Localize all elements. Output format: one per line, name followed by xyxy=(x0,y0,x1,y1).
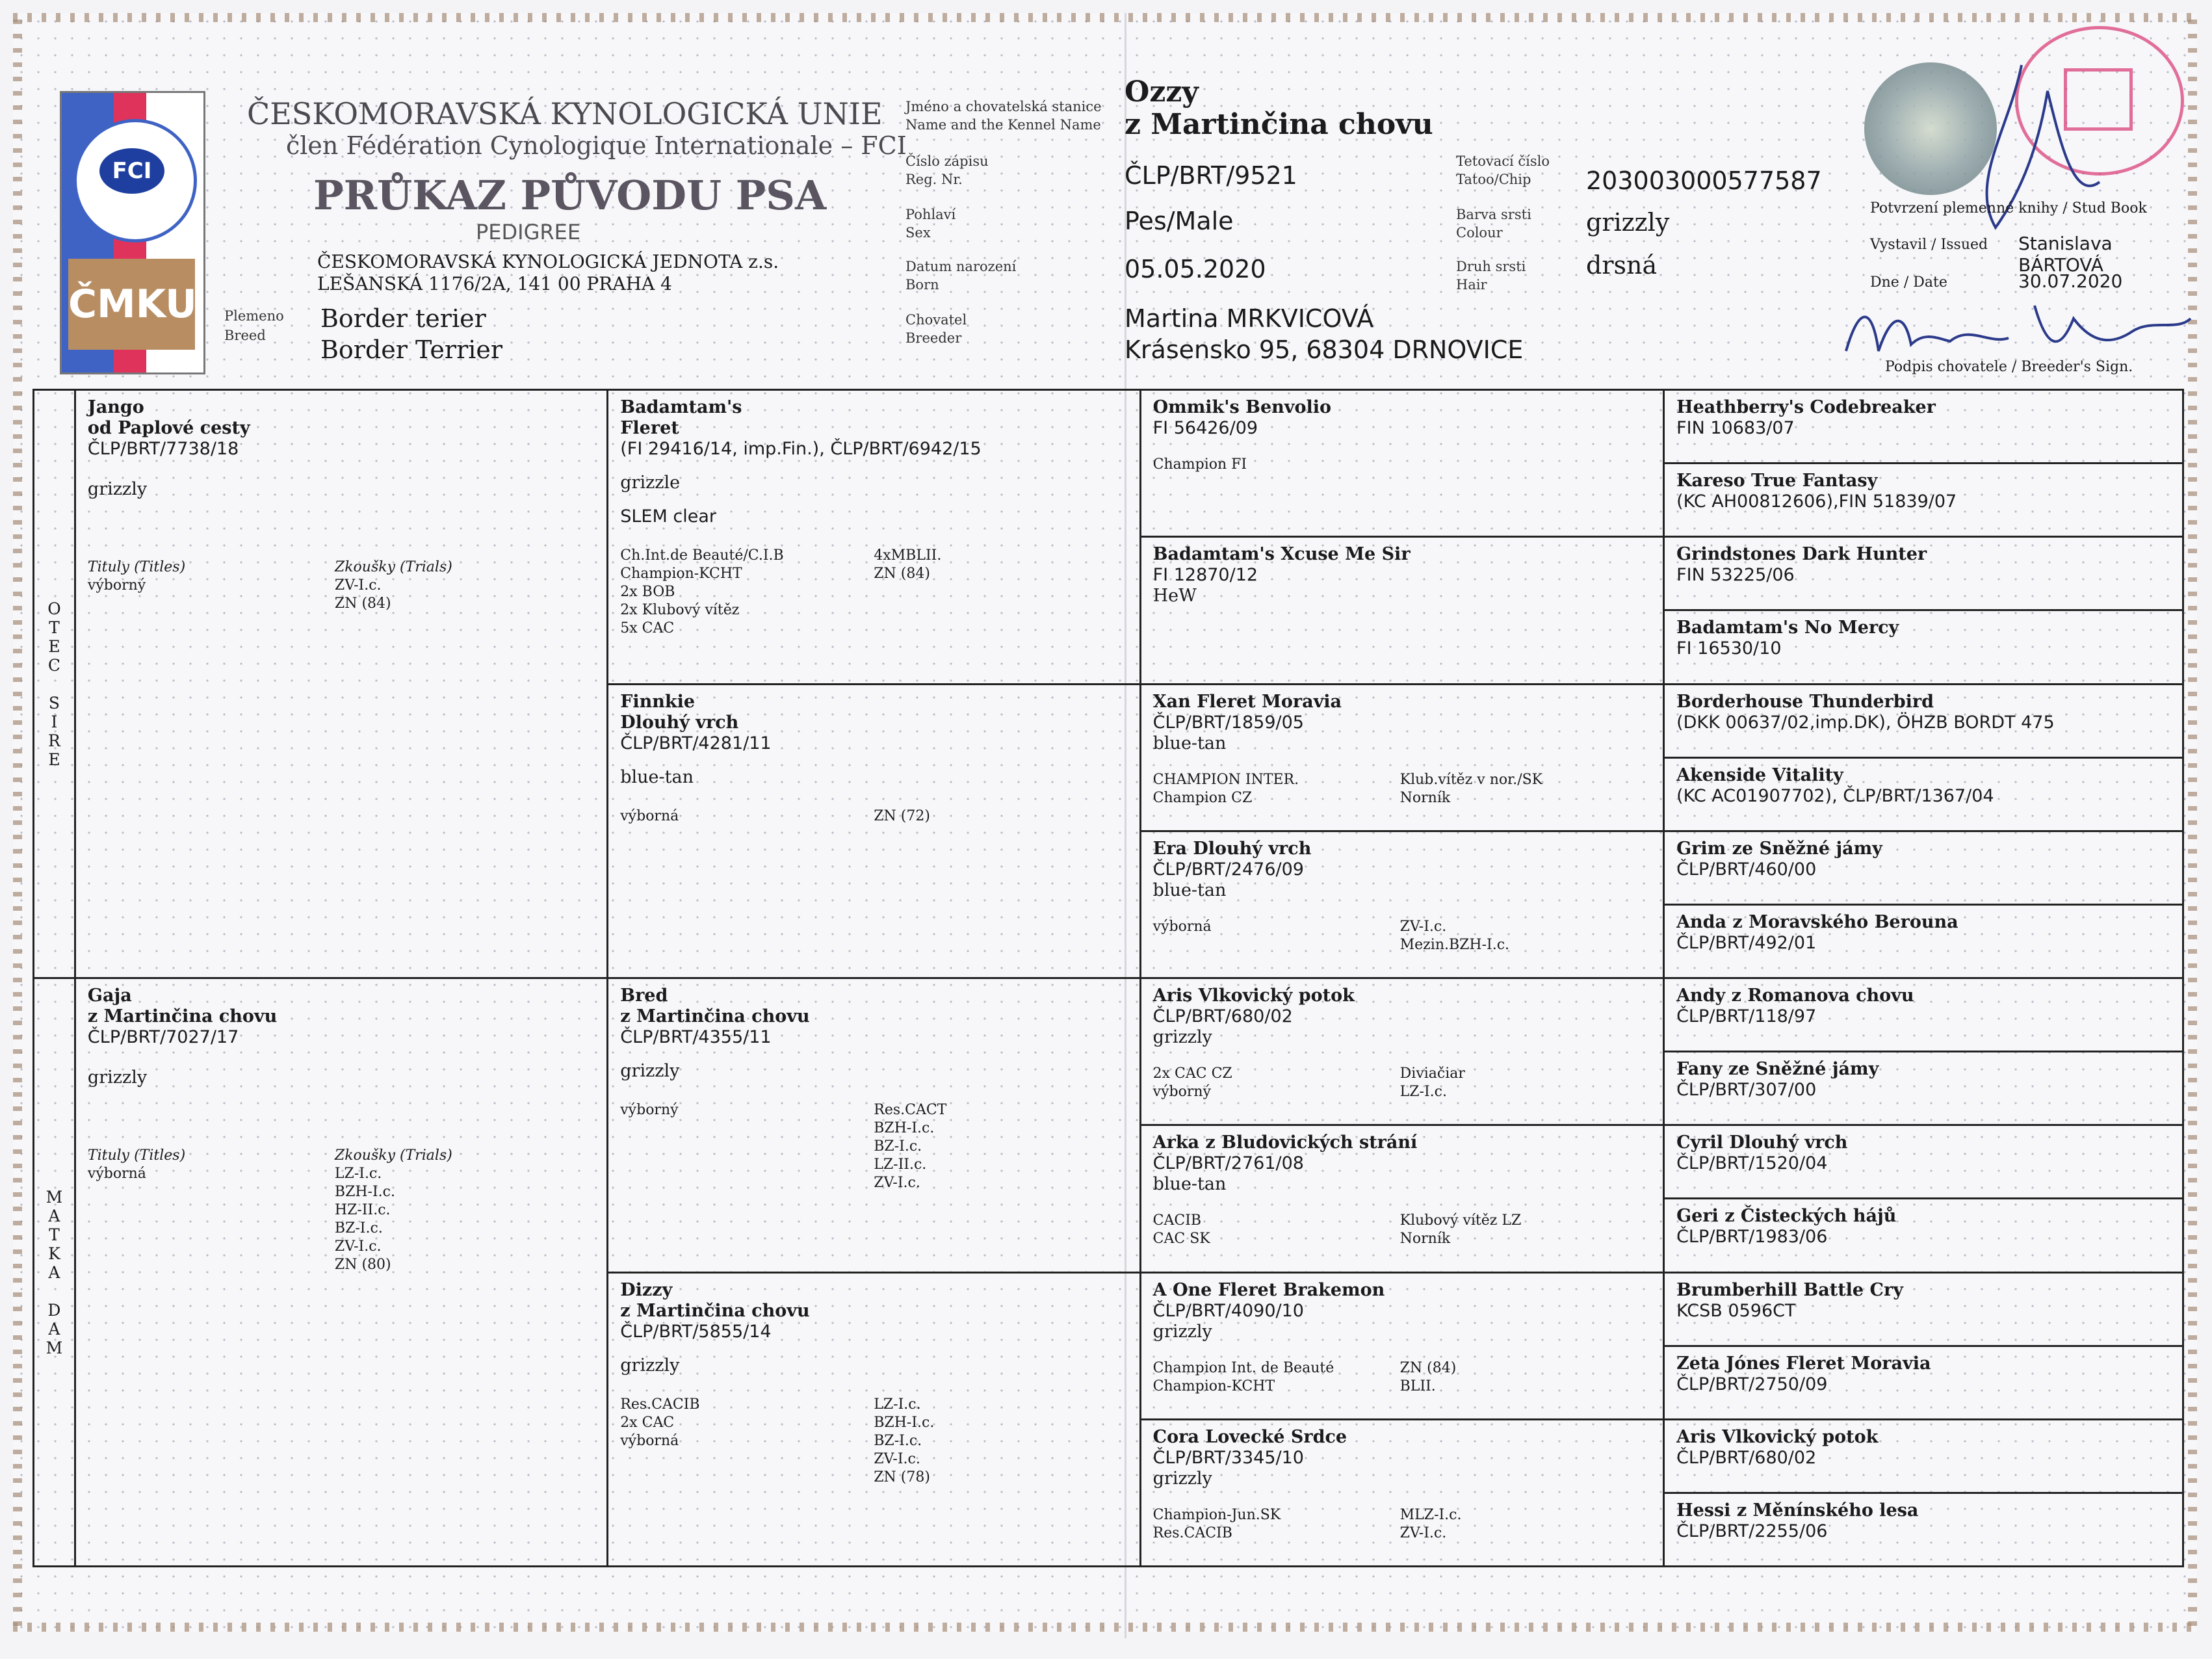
gen4-cell xyxy=(1664,464,2183,537)
trials-line: Norník xyxy=(1399,1231,1451,1248)
trials-line: ZN (72) xyxy=(874,807,930,824)
issuer-address: LEŠANSKÁ 1176/2A, 141 00 PRAHA 4 xyxy=(317,273,672,294)
ancestor-name: Aris Vlkovický potok xyxy=(1152,986,1355,1006)
sire-side-label xyxy=(34,390,75,978)
ornamental-border-left xyxy=(13,20,22,1632)
dog-name-line2: z Martinčina chovu xyxy=(1125,108,1433,141)
ancestor-colour: grizzly xyxy=(1152,1321,1212,1342)
ancestor-reg: ČLP/BRT/2255/06 xyxy=(1676,1521,1828,1541)
ancestor-colour: grizzle xyxy=(620,473,681,493)
titles xyxy=(620,807,874,826)
trials-line: ZV-I.c. xyxy=(334,577,382,594)
titles-line: výborný xyxy=(1152,1084,1211,1100)
titles-line: výborná xyxy=(620,1432,679,1449)
trials-line: ZN (78) xyxy=(874,1469,930,1485)
trials xyxy=(335,577,452,613)
studbook-label: Potvrzení plemenné knihy / Stud Book xyxy=(1870,200,2147,216)
ancestor-reg: ČLP/BRT/4090/10 xyxy=(1152,1300,1304,1321)
ancestor-name: Anda z Moravského Berouna xyxy=(1676,911,1958,932)
ancestor-name: Zeta Jónes Fleret Moravia xyxy=(1676,1353,1931,1374)
gen2-cell xyxy=(608,684,1140,978)
sire-side-label-letter: S xyxy=(48,693,60,712)
ancestor-colour: blue-tan xyxy=(1152,1174,1227,1195)
breed-value-cz: Border terier xyxy=(320,304,486,333)
gen1-cell xyxy=(75,978,607,1567)
gen4-cell xyxy=(1664,610,2183,684)
gen2-cell xyxy=(608,1272,1140,1567)
ancestor-reg: ČLP/BRT/680/02 xyxy=(1676,1447,1817,1468)
ancestor-colour: HeW xyxy=(1152,586,1197,607)
ancestor-reg: (KC AC01907702), ČLP/BRT/1367/04 xyxy=(1676,785,1994,806)
titles xyxy=(88,577,335,595)
gen3-cell xyxy=(1140,1272,1663,1419)
dog-born: 05.05.2020 xyxy=(1125,255,1266,283)
ancestor-name: Hessi z Měnínského lesa xyxy=(1676,1500,1919,1521)
titles-line: Champion-Jun.SK xyxy=(1152,1506,1281,1523)
breed-label-cz: Plemeno xyxy=(224,308,284,324)
gen4-cell xyxy=(1664,390,2183,464)
ancestor-reg: ČLP/BRT/7027/17 xyxy=(87,1027,239,1047)
trials-line: BZ-I.c. xyxy=(874,1432,922,1449)
dog-hair: drsná xyxy=(1586,251,1658,280)
ancestor-reg: ČLP/BRT/460/00 xyxy=(1676,859,1817,880)
titles-line: výborná xyxy=(620,807,679,824)
org-name: ČESKOMORAVSKÁ KYNOLOGICKÁ UNIE xyxy=(247,96,883,131)
ancestor-reg: ČLP/BRT/2750/09 xyxy=(1676,1374,1828,1394)
ancestor-name: Era Dlouhý vrch xyxy=(1152,838,1312,859)
trials-line: ZN (80) xyxy=(334,1257,391,1273)
dam-side-label-letter xyxy=(44,1282,64,1301)
ancestor-reg: ČLP/BRT/118/97 xyxy=(1676,1006,1817,1026)
titles-line: výborná xyxy=(87,1166,146,1182)
sire-side-label-letter: E xyxy=(48,636,60,656)
pedigree-sheet xyxy=(13,13,2197,1632)
titles-line: Champion Int. de Beauté xyxy=(1152,1359,1334,1376)
issue-date: 30.07.2020 xyxy=(2018,270,2123,292)
ancestor-reg: FI 12870/12 xyxy=(1152,565,1258,586)
chip-label-en: Tatoo/Chip xyxy=(1456,172,1531,187)
ancestor-name: Cyril Dlouhý vrch xyxy=(1676,1132,1848,1153)
ancestor-reg: ČLP/BRT/492/01 xyxy=(1676,932,1817,953)
titles-line: Ch.Int.de Beauté/C.I.B xyxy=(620,547,784,564)
ancestor-reg: ČLP/BRT/1859/05 xyxy=(1152,712,1304,733)
trials xyxy=(874,547,941,583)
ancestor-kennel: Fleret xyxy=(620,418,679,438)
gen3-cell xyxy=(1140,831,1663,978)
name-label-cz: Jméno a chovatelská stanice xyxy=(905,99,1102,114)
gen4-cell xyxy=(1664,978,2183,1052)
titles-line: CAC SK xyxy=(1152,1231,1210,1248)
trials-line: ZN (84) xyxy=(874,566,930,582)
titles-line: 2x CAC xyxy=(620,1414,675,1431)
sire-side-label-letter: I xyxy=(51,712,58,731)
ancestor-colour: grizzly xyxy=(620,1355,680,1376)
ancestor-reg: ČLP/BRT/3345/10 xyxy=(1152,1447,1304,1468)
titles-line: výborný xyxy=(87,577,146,594)
trials-line: BZH-I.c. xyxy=(874,1120,935,1136)
gen4-cell xyxy=(1664,1052,2183,1125)
titles-label: Tituly (Titles) xyxy=(87,559,186,575)
titles-line: 2x BOB xyxy=(620,584,675,600)
trials-line: 4xMBLII. xyxy=(874,547,942,564)
dam-side-label-letter: A xyxy=(48,1262,60,1282)
ornamental-border-bottom xyxy=(13,1623,2197,1632)
gen4-cell xyxy=(1664,904,2183,978)
dam-side-label-letter: M xyxy=(46,1187,63,1207)
trials-line: LZ-II.c. xyxy=(874,1156,927,1173)
titles-line: CHAMPION INTER. xyxy=(1152,771,1299,788)
titles xyxy=(1153,1212,1400,1248)
sire-side-label-letter: O xyxy=(47,599,61,618)
trials-line: BZ-I.c. xyxy=(874,1138,922,1155)
ancestor-name: Aris Vlkovický potok xyxy=(1676,1426,1879,1447)
sire-side-label-letter xyxy=(44,675,64,694)
trials-line: Res.CACT xyxy=(874,1102,947,1118)
gen3-cell xyxy=(1140,978,1663,1125)
ancestor-name: Jango xyxy=(87,397,144,417)
ancestor-reg: ČLP/BRT/307/00 xyxy=(1676,1080,1817,1101)
gen4-cell xyxy=(1664,1346,2183,1419)
ancestor-name: Dizzy xyxy=(620,1279,673,1300)
trials-line: ZV-I.c. xyxy=(874,1175,920,1191)
titles-line: CACIB xyxy=(1152,1212,1202,1229)
hair-label-en: Hair xyxy=(1456,277,1487,293)
trials-line: Klubový vítěz LZ xyxy=(1399,1212,1522,1229)
date-label: Dne / Date xyxy=(1870,274,1947,291)
trials xyxy=(1400,1506,1462,1543)
gen4-cell xyxy=(1664,1419,2183,1493)
breeder-label-en: Breeder xyxy=(905,330,962,346)
gen4-cell xyxy=(1664,537,2183,610)
issued-label: Vystavil / Issued xyxy=(1870,237,1988,253)
dam-side-label xyxy=(34,978,75,1567)
ancestor-name: Badamtam's xyxy=(620,397,742,417)
ancestor-kennel: z Martinčina chovu xyxy=(620,1006,810,1026)
dam-side-label-letter: A xyxy=(48,1319,60,1339)
trials xyxy=(1400,771,1542,807)
sire-side-label-letter: E xyxy=(48,750,60,769)
gen2-cell xyxy=(608,978,1140,1273)
trials-line: BZ-I.c. xyxy=(334,1220,383,1236)
trials-line: HZ-II.c. xyxy=(334,1202,391,1218)
titles xyxy=(620,1396,874,1450)
sire-side-label-letter: T xyxy=(49,618,60,637)
dog-colour: grizzly xyxy=(1586,208,1670,237)
gen4-cell xyxy=(1664,1125,2183,1199)
ancestor-name: Badamtam's Xcuse Me Sir xyxy=(1152,544,1411,565)
titles-line: výborná xyxy=(1152,918,1212,935)
hair-label-cz: Druh srsti xyxy=(1456,259,1526,274)
trials-line: Norník xyxy=(1399,789,1451,806)
ancestor-colour: grizzly xyxy=(87,479,148,499)
breeder-address: Krásensko 95, 68304 DRNOVICE xyxy=(1125,335,1524,364)
titles xyxy=(1153,1065,1400,1101)
gen4-cell xyxy=(1664,684,2183,757)
titles xyxy=(1153,771,1400,807)
trials-line: ZN (84) xyxy=(1399,1359,1457,1376)
gen4-cell xyxy=(1664,757,2183,831)
name-label-en: Name and the Kennel Name xyxy=(905,117,1101,133)
titles-line: Res.CACIB xyxy=(620,1396,700,1413)
trials-line: Diviačiar xyxy=(1399,1065,1465,1082)
ancestor-colour: grizzly xyxy=(87,1067,148,1088)
trials-line: ZV-I.c. xyxy=(874,1450,920,1467)
born-label-en: Born xyxy=(905,277,939,293)
gen1-cell xyxy=(75,390,607,978)
ancestor-name: Andy z Romanova chovu xyxy=(1676,986,1914,1006)
dog-chip: 203003000577587 xyxy=(1586,166,1822,195)
ancestor-name: Kareso True Fantasy xyxy=(1676,471,1878,491)
doc-title: PRŮKAZ PŮVODU PSA xyxy=(313,172,827,219)
ancestor-name: Gaja xyxy=(87,986,132,1006)
ancestor-reg: FIN 53225/06 xyxy=(1676,565,1795,586)
titles-line: 2x Klubový vítěz xyxy=(620,602,740,618)
titles xyxy=(1153,456,1400,474)
ancestor-reg: ČLP/BRT/1983/06 xyxy=(1676,1227,1828,1248)
ancestor-kennel: z Martinčina chovu xyxy=(87,1006,278,1026)
trials xyxy=(874,1396,934,1487)
ancestor-colour: grizzly xyxy=(1152,1468,1212,1489)
ancestor-name: Borderhouse Thunderbird xyxy=(1676,691,1934,712)
gen4-cell xyxy=(1664,1493,2183,1566)
ancestor-name: Fany ze Sněžné jámy xyxy=(1676,1059,1879,1080)
cmku-logo-text: ČMKU xyxy=(68,259,195,350)
trials-line: BZH-I.c. xyxy=(874,1414,935,1431)
ancestor-name: Bred xyxy=(620,986,668,1006)
gen4-cell xyxy=(1664,1272,2183,1346)
trials-line: LZ-I.c. xyxy=(1399,1084,1447,1100)
ancestor-colour: blue-tan xyxy=(620,766,694,787)
trials-label: Zkoušky (Trials) xyxy=(334,1147,452,1164)
ancestor-reg: FI 16530/10 xyxy=(1676,638,1782,659)
ancestor-colour: grizzly xyxy=(1152,1027,1212,1047)
ancestor-reg: (KC AH00812606),FIN 51839/07 xyxy=(1676,491,1957,512)
ancestor-name: Xan Fleret Moravia xyxy=(1152,691,1342,712)
issuer-name: ČESKOMORAVSKÁ KYNOLOGICKÁ JEDNOTA z.s. xyxy=(317,251,779,272)
titles-line: 2x CAC CZ xyxy=(1152,1065,1232,1082)
titles xyxy=(88,1165,335,1183)
titles xyxy=(1153,918,1400,936)
trials-line: LZ-I.c. xyxy=(334,1166,382,1182)
ancestor-colour: blue-tan xyxy=(1152,880,1227,900)
ornamental-border-top xyxy=(13,13,2197,22)
titles-line: Champion CZ xyxy=(1152,789,1253,806)
ancestor-name: Grindstones Dark Hunter xyxy=(1676,544,1927,565)
titles xyxy=(620,1101,874,1119)
ancestor-kennel: od Paplové cesty xyxy=(87,418,250,438)
sire-side-label-letter: C xyxy=(47,655,61,675)
trials xyxy=(1400,1359,1457,1396)
trials-line: BZH-I.c. xyxy=(334,1184,395,1200)
trials-line: ZV-I.c. xyxy=(334,1238,382,1255)
trials xyxy=(1400,1065,1465,1101)
issued-by: Stanislava BÁRTOVÁ xyxy=(2018,233,2113,276)
org-member: člen Fédération Cynologique Internationale – FCI xyxy=(286,131,907,160)
trials-label: Zkoušky (Trials) xyxy=(334,559,452,575)
dog-sex: Pes/Male xyxy=(1125,207,1234,235)
titles-line: Champion-KCHT xyxy=(620,566,742,582)
ancestor-name: Grim ze Sněžné jámy xyxy=(1676,838,1882,859)
ancestor-reg: ČLP/BRT/1520/04 xyxy=(1676,1153,1828,1174)
dam-side-label-letter: M xyxy=(46,1338,63,1357)
fci-cmku-logo xyxy=(60,91,205,374)
ancestor-reg: FIN 10683/07 xyxy=(1676,418,1795,438)
trials xyxy=(1400,1212,1522,1248)
titles xyxy=(1153,1506,1400,1543)
gen3-cell xyxy=(1140,537,1663,684)
titles-line: 5x CAC xyxy=(620,620,675,636)
sire-side-label-letter: R xyxy=(48,731,60,750)
ancestor-reg: ČLP/BRT/7738/18 xyxy=(87,439,239,459)
titles-line: Champion FI xyxy=(1152,456,1247,473)
breeder-sign-label: Podpis chovatele / Breeder's Sign. xyxy=(1885,359,2133,375)
ancestor-reg: ČLP/BRT/5855/14 xyxy=(620,1321,772,1342)
trials-line: Mezin.BZH-I.c. xyxy=(1399,936,1510,953)
ancestor-reg: ČLP/BRT/2761/08 xyxy=(1152,1153,1304,1174)
chip-label-cz: Tetovací číslo xyxy=(1456,153,1550,169)
ancestor-name: Arka z Bludovických strání xyxy=(1152,1132,1418,1153)
ancestor-reg: ČLP/BRT/2476/09 xyxy=(1152,859,1304,880)
ancestor-name: Heathberry's Codebreaker xyxy=(1676,397,1936,417)
trials-line: ZV-I.c. xyxy=(1399,1524,1447,1541)
titles-line: výborný xyxy=(620,1102,679,1118)
dog-name-line1: Ozzy xyxy=(1125,75,1199,109)
gen2-cell xyxy=(608,390,1140,685)
ancestor-name: Cora Lovecké Srdce xyxy=(1152,1426,1347,1447)
ancestor-name: Badamtam's No Mercy xyxy=(1676,618,1899,638)
trials-line: LZ-I.c. xyxy=(874,1396,921,1413)
trials xyxy=(335,1165,452,1274)
ancestor-kennel: Dlouhý vrch xyxy=(620,712,739,733)
dam-side-label-letter: T xyxy=(49,1225,60,1244)
doc-subtitle: PEDIGREE xyxy=(476,220,581,244)
gen4-cell xyxy=(1664,1199,2183,1272)
gen4-cell xyxy=(1664,831,2183,904)
trials-line: BLII. xyxy=(1399,1378,1436,1394)
ancestor-colour: grizzly xyxy=(620,1061,680,1081)
trials-line: Klub.vítěz v nor./SK xyxy=(1399,771,1543,788)
colour-label-en: Colour xyxy=(1456,225,1503,241)
breeder-name: Martina MRKVICOVÁ xyxy=(1125,304,1374,333)
ancestor-reg: ČLP/BRT/680/02 xyxy=(1152,1006,1293,1026)
trials-line: ZN (84) xyxy=(334,595,391,612)
ancestor-reg: ČLP/BRT/4281/11 xyxy=(620,733,772,753)
ancestor-name: Akenside Vitality xyxy=(1676,764,1843,785)
ancestor-reg: (DKK 00637/02,imp.DK), ÖHZB BORDT 475 xyxy=(1676,712,2055,733)
trials-line: MLZ-I.c. xyxy=(1399,1506,1462,1523)
reg-label-cz: Číslo zápisu xyxy=(905,153,989,169)
ancestor-reg: KCSB 0596CT xyxy=(1676,1300,1796,1321)
titles-label: Tituly (Titles) xyxy=(87,1147,186,1164)
trials-line: ZV-I.c. xyxy=(1399,918,1447,935)
dog-reg: ČLP/BRT/9521 xyxy=(1125,161,1297,190)
ancestor-name: A One Fleret Brakemon xyxy=(1152,1279,1385,1300)
gen3-cell xyxy=(1140,684,1663,831)
ancestor-reg: FI 56426/09 xyxy=(1152,418,1258,438)
ancestor-health: SLEM clear xyxy=(620,506,716,527)
fci-logo-text: FCI xyxy=(99,148,164,194)
pedigree-table xyxy=(33,389,2184,1567)
trials xyxy=(1400,918,1509,954)
gen3-cell xyxy=(1140,1419,1663,1566)
titles xyxy=(1153,1359,1400,1396)
ancestor-reg: ČLP/BRT/4355/11 xyxy=(620,1027,772,1047)
ancestor-name: Finnkie xyxy=(620,691,696,712)
ancestor-name: Geri z Čisteckých hájů xyxy=(1676,1206,1897,1227)
titles xyxy=(620,547,874,638)
sex-label-en: Sex xyxy=(905,225,931,241)
dam-side-label-letter: K xyxy=(48,1244,60,1263)
colour-label-cz: Barva srsti xyxy=(1456,207,1531,222)
breed-value-en: Border Terrier xyxy=(320,335,503,364)
dam-side-label-letter: D xyxy=(47,1300,61,1320)
gen3-cell xyxy=(1140,390,1663,537)
ancestor-colour: blue-tan xyxy=(1152,733,1227,753)
born-label-cz: Datum narození xyxy=(905,259,1017,274)
dam-side-label-letter: A xyxy=(48,1206,60,1225)
ancestor-kennel: z Martinčina chovu xyxy=(620,1300,810,1321)
signature-breeder xyxy=(1840,293,2204,364)
gen3-cell xyxy=(1140,1125,1663,1272)
trials xyxy=(874,1101,946,1192)
titles-line: Champion-KCHT xyxy=(1152,1378,1275,1394)
breeder-label-cz: Chovatel xyxy=(905,312,967,328)
ancestor-reg: (FI 29416/14, imp.Fin.), ČLP/BRT/6942/15 xyxy=(620,439,982,459)
ancestor-name: Ommik's Benvolio xyxy=(1152,397,1331,417)
ancestor-name: Brumberhill Battle Cry xyxy=(1676,1279,1903,1300)
titles-line: Res.CACIB xyxy=(1152,1524,1232,1541)
reg-label-en: Reg. Nr. xyxy=(905,172,963,187)
sex-label-cz: Pohlaví xyxy=(905,207,956,222)
trials xyxy=(874,807,930,826)
breed-label-en: Breed xyxy=(224,328,266,343)
